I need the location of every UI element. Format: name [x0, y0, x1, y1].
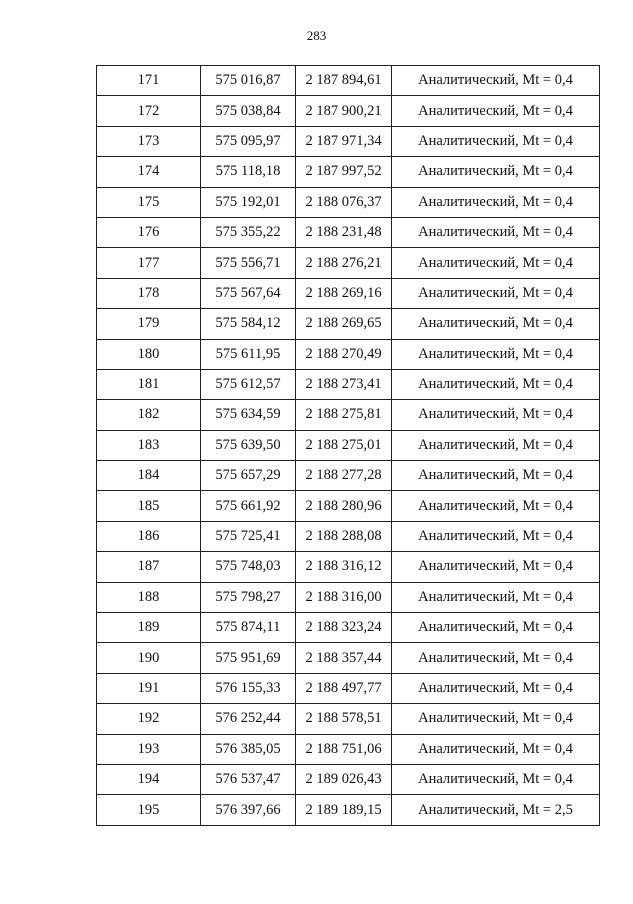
method-accuracy: Аналитический, Mt = 0,4 — [392, 187, 600, 217]
coordinate-x: 575 874,11 — [201, 613, 296, 643]
coordinate-y: 2 188 751,06 — [296, 734, 392, 764]
coordinate-y: 2 188 269,65 — [296, 309, 392, 339]
table-row — [97, 521, 600, 551]
coordinate-y: 2 188 269,16 — [296, 278, 392, 308]
method-accuracy: Аналитический, Mt = 0,4 — [392, 734, 600, 764]
method-accuracy: Аналитический, Mt = 0,4 — [392, 643, 600, 673]
method-accuracy: Аналитический, Mt = 0,4 — [392, 248, 600, 278]
table-row — [97, 126, 600, 156]
method-accuracy: Аналитический, Mt = 0,4 — [392, 673, 600, 703]
coordinate-y: 2 188 316,00 — [296, 582, 392, 612]
coordinate-x: 575 611,95 — [201, 339, 296, 369]
point-number: 180 — [97, 339, 201, 369]
point-number: 182 — [97, 400, 201, 430]
coordinate-y: 2 188 288,08 — [296, 521, 392, 551]
coordinate-x: 575 567,64 — [201, 278, 296, 308]
coordinate-y: 2 187 997,52 — [296, 157, 392, 187]
method-accuracy: Аналитический, Mt = 0,4 — [392, 400, 600, 430]
coordinate-x: 575 612,57 — [201, 369, 296, 399]
point-number: 185 — [97, 491, 201, 521]
table-row — [97, 187, 600, 217]
coordinate-x: 575 192,01 — [201, 187, 296, 217]
coordinate-x: 576 397,66 — [201, 795, 296, 825]
point-number: 194 — [97, 764, 201, 794]
table-row — [97, 643, 600, 673]
method-accuracy: Аналитический, Mt = 0,4 — [392, 764, 600, 794]
point-number: 195 — [97, 795, 201, 825]
coordinate-x: 575 355,22 — [201, 217, 296, 247]
coordinate-y: 2 188 276,21 — [296, 248, 392, 278]
table-row — [97, 552, 600, 582]
coordinate-y: 2 188 280,96 — [296, 491, 392, 521]
coordinate-x: 575 584,12 — [201, 309, 296, 339]
coordinate-y: 2 188 316,12 — [296, 552, 392, 582]
table-row — [97, 430, 600, 460]
table-row — [97, 248, 600, 278]
method-accuracy: Аналитический, Mt = 0,4 — [392, 461, 600, 491]
coordinate-x: 575 748,03 — [201, 552, 296, 582]
method-accuracy: Аналитический, Mt = 0,4 — [392, 126, 600, 156]
point-number: 178 — [97, 278, 201, 308]
table-row — [97, 309, 600, 339]
method-accuracy: Аналитический, Mt = 0,4 — [392, 96, 600, 126]
coordinate-y: 2 187 971,34 — [296, 126, 392, 156]
point-number: 190 — [97, 643, 201, 673]
point-number: 173 — [97, 126, 201, 156]
coordinate-y: 2 189 026,43 — [296, 764, 392, 794]
method-accuracy: Аналитический, Mt = 0,4 — [392, 430, 600, 460]
point-number: 174 — [97, 157, 201, 187]
method-accuracy: Аналитический, Mt = 0,4 — [392, 309, 600, 339]
coordinate-x: 576 385,05 — [201, 734, 296, 764]
method-accuracy: Аналитический, Mt = 0,4 — [392, 491, 600, 521]
method-accuracy: Аналитический, Mt = 0,4 — [392, 704, 600, 734]
page-number: 283 — [306, 28, 327, 43]
coordinate-y: 2 187 900,21 — [296, 96, 392, 126]
coordinate-y: 2 188 231,48 — [296, 217, 392, 247]
method-accuracy: Аналитический, Mt = 0,4 — [392, 278, 600, 308]
coordinate-x: 575 725,41 — [201, 521, 296, 551]
table-row — [97, 673, 600, 703]
coordinate-y: 2 188 273,41 — [296, 369, 392, 399]
coordinate-y: 2 187 894,61 — [296, 66, 392, 96]
method-accuracy: Аналитический, Mt = 0,4 — [392, 582, 600, 612]
coordinates-table — [96, 65, 600, 826]
point-number: 179 — [97, 309, 201, 339]
table-row — [97, 795, 600, 825]
coordinate-y: 2 188 275,01 — [296, 430, 392, 460]
coordinate-y: 2 188 323,24 — [296, 613, 392, 643]
coordinate-y: 2 188 357,44 — [296, 643, 392, 673]
coordinate-x: 575 016,87 — [201, 66, 296, 96]
coordinate-x: 576 537,47 — [201, 764, 296, 794]
table-row — [97, 734, 600, 764]
point-number: 187 — [97, 552, 201, 582]
point-number: 183 — [97, 430, 201, 460]
table-row — [97, 157, 600, 187]
coordinate-y: 2 189 189,15 — [296, 795, 392, 825]
coordinate-y: 2 188 270,49 — [296, 339, 392, 369]
point-number: 181 — [97, 369, 201, 399]
table-row — [97, 96, 600, 126]
method-accuracy: Аналитический, Mt = 0,4 — [392, 157, 600, 187]
table-row — [97, 400, 600, 430]
point-number: 176 — [97, 217, 201, 247]
table-row — [97, 764, 600, 794]
table-row — [97, 369, 600, 399]
coordinate-y: 2 188 497,77 — [296, 673, 392, 703]
table-row — [97, 217, 600, 247]
point-number: 184 — [97, 461, 201, 491]
coordinate-x: 575 639,50 — [201, 430, 296, 460]
coordinate-x: 575 634,59 — [201, 400, 296, 430]
coordinate-x: 575 556,71 — [201, 248, 296, 278]
coordinate-x: 576 252,44 — [201, 704, 296, 734]
coordinate-y: 2 188 275,81 — [296, 400, 392, 430]
point-number: 193 — [97, 734, 201, 764]
method-accuracy: Аналитический, Mt = 0,4 — [392, 217, 600, 247]
coordinate-y: 2 188 578,51 — [296, 704, 392, 734]
coordinate-y: 2 188 277,28 — [296, 461, 392, 491]
point-number: 175 — [97, 187, 201, 217]
method-accuracy: Аналитический, Mt = 2,5 — [392, 795, 600, 825]
coordinate-x: 575 038,84 — [201, 96, 296, 126]
table-row — [97, 491, 600, 521]
method-accuracy: Аналитический, Mt = 0,4 — [392, 369, 600, 399]
table-row — [97, 613, 600, 643]
coordinate-x: 575 118,18 — [201, 157, 296, 187]
coordinate-x: 576 155,33 — [201, 673, 296, 703]
point-number: 192 — [97, 704, 201, 734]
method-accuracy: Аналитический, Mt = 0,4 — [392, 613, 600, 643]
coordinate-x: 575 798,27 — [201, 582, 296, 612]
coordinate-x: 575 661,92 — [201, 491, 296, 521]
coordinate-y: 2 188 076,37 — [296, 187, 392, 217]
method-accuracy: Аналитический, Mt = 0,4 — [392, 521, 600, 551]
method-accuracy: Аналитический, Mt = 0,4 — [392, 66, 600, 96]
table-row — [97, 461, 600, 491]
method-accuracy: Аналитический, Mt = 0,4 — [392, 552, 600, 582]
table-row — [97, 278, 600, 308]
point-number: 188 — [97, 582, 201, 612]
point-number: 171 — [97, 66, 201, 96]
table-row — [97, 704, 600, 734]
coordinate-x: 575 657,29 — [201, 461, 296, 491]
coordinate-x: 575 095,97 — [201, 126, 296, 156]
point-number: 186 — [97, 521, 201, 551]
table-row — [97, 582, 600, 612]
point-number: 191 — [97, 673, 201, 703]
point-number: 172 — [97, 96, 201, 126]
point-number: 189 — [97, 613, 201, 643]
point-number: 177 — [97, 248, 201, 278]
coordinate-x: 575 951,69 — [201, 643, 296, 673]
method-accuracy: Аналитический, Mt = 0,4 — [392, 339, 600, 369]
table-row — [97, 339, 600, 369]
table-row — [97, 66, 600, 96]
